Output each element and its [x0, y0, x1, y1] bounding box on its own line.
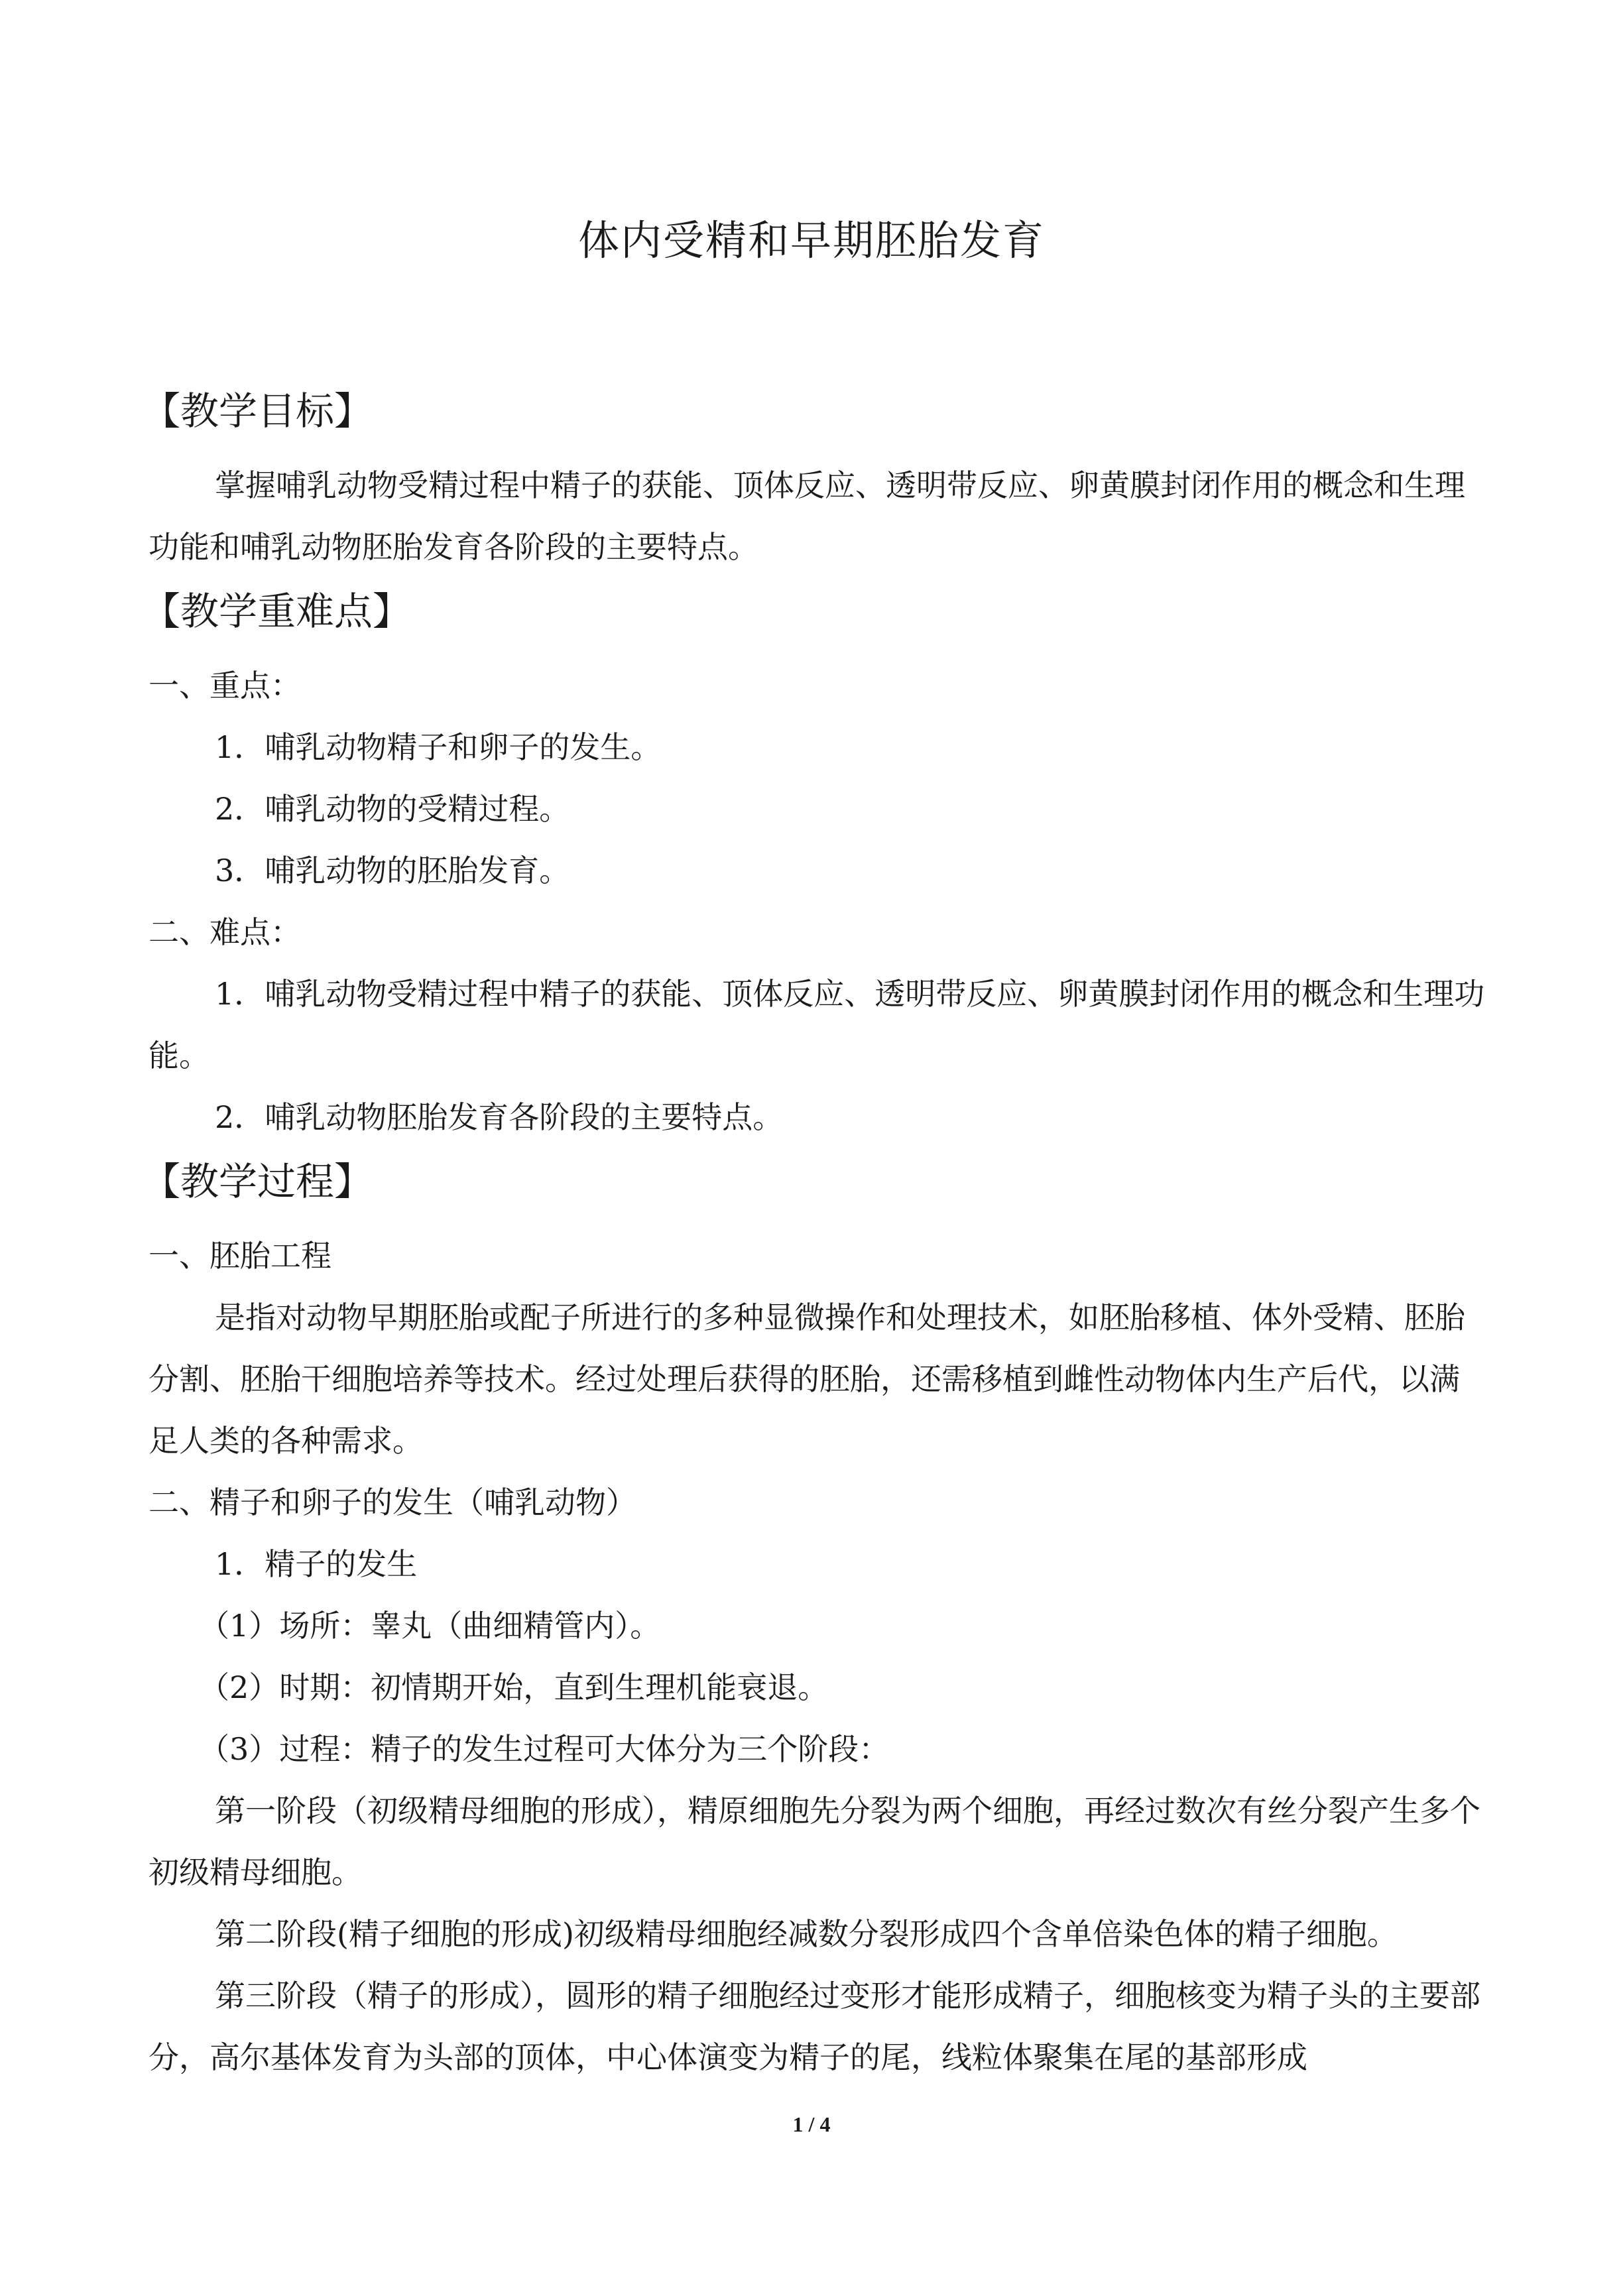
sperm-item: （3）过程：精子的发生过程可大体分为三个阶段：: [199, 1731, 890, 1767]
focus-item: 3．哺乳动物的胚胎发育。: [215, 853, 570, 888]
goals-text: 掌握哺乳动物受精过程中精子的获能、顶体反应、透明带反应、卵黄膜封闭作用的概念和生理功能和哺乳动物胚胎发育各阶段的主要特点。: [149, 467, 1465, 565]
document-title: 体内受精和早期胚胎发育: [577, 216, 1045, 265]
difficulty-label: 二、难点：: [149, 914, 301, 950]
page-number: 1 / 4: [792, 2112, 831, 2136]
document-body: [142, 378, 1486, 2088]
sperm-item: （1）场所：睾丸（曲细精管内）。: [199, 1608, 661, 1644]
stage-3-text: 第三阶段（精子的形成），圆形的精子细胞经过变形才能形成精子，细胞核变为精子头的主要部分，高尔基体发育为头部的顶体，中心体演变为精子的尾，线粒体聚集在尾的基部形成: [149, 1978, 1480, 2075]
focus-item: 2．哺乳动物的受精过程。: [215, 791, 570, 827]
stage-1-text: 第一阶段（初级精母细胞的形成），精原细胞先分裂为两个细胞，再经过数次有丝分裂产生多个初级精母细胞。: [149, 1793, 1480, 1890]
focus-item: 1．哺乳动物精子和卵子的发生。: [215, 729, 662, 765]
sperm-item: （2）时期：初情期开始，直到生理机能衰退。: [199, 1669, 829, 1705]
process-heading: 【教学过程】: [142, 1159, 373, 1204]
sperm-generation-heading: 1．精子的发生: [215, 1546, 418, 1582]
difficulty-item: 1．哺乳动物受精过程中精子的获能、顶体反应、透明带反应、卵黄膜封闭作用的概念和生理功能。: [149, 976, 1485, 1073]
goals-heading: 【教学目标】: [142, 389, 373, 434]
embryo-engineering-label: 一、胚胎工程: [149, 1238, 331, 1274]
difficulty-item: 2．哺乳动物胚胎发育各阶段的主要特点。: [215, 1099, 784, 1135]
embryo-engineering-text: 是指对动物早期胚胎或配子所进行的多种显微操作和处理技术，如胚胎移植、体外受精、胚胎分割、胚胎干细胞培养等技术。经过处理后获得的胚胎，还需移植到雌性动物体内生产后代，以满足人类的各种需求。: [149, 1299, 1465, 1459]
gamete-generation-label: 二、精子和卵子的发生（哺乳动物）: [149, 1484, 636, 1520]
key-points-heading: 【教学重难点】: [142, 589, 412, 634]
stage-2-text: 第二阶段(精子细胞的形成)初级精母细胞经减数分裂形成四个含单倍染色体的精子细胞。: [215, 1916, 1398, 1952]
focus-label: 一、重点：: [149, 668, 301, 703]
